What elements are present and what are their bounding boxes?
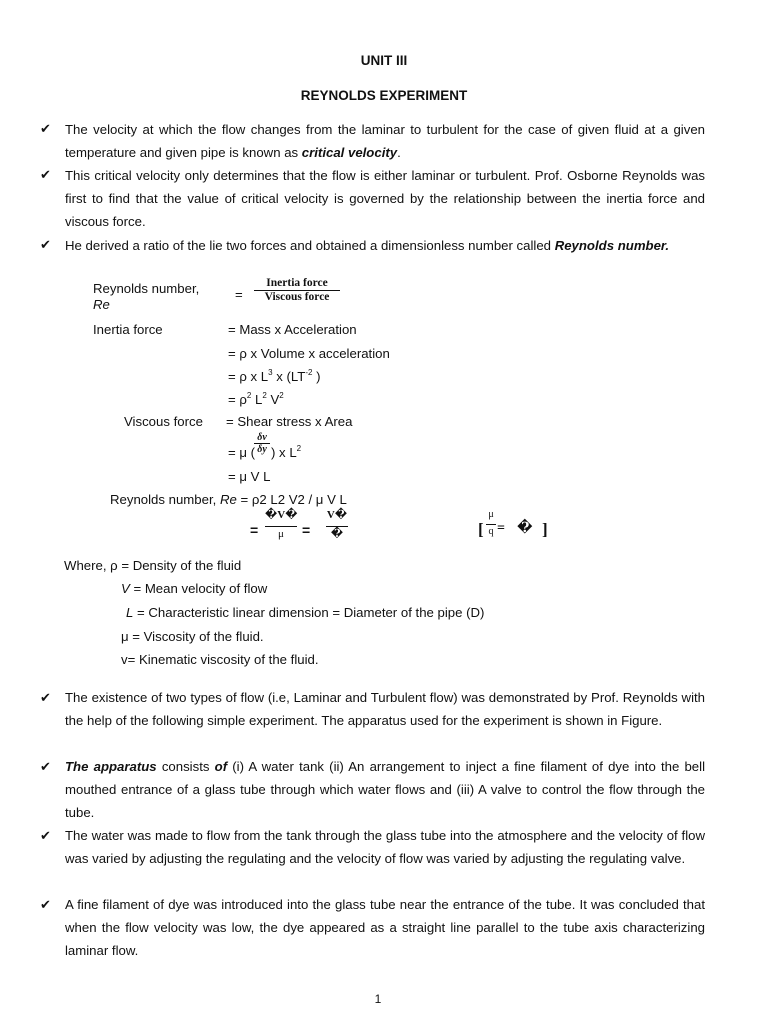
re-label: Reynolds number, xyxy=(93,281,200,296)
check-icon: ✔ xyxy=(40,237,51,252)
where-nu: v= Kinematic viscosity of the fluid. xyxy=(121,652,319,667)
viscous-step-1: = Shear stress x Area xyxy=(226,414,353,429)
where-velocity: V = Mean velocity of flow xyxy=(121,581,268,596)
check-icon: ✔ xyxy=(40,121,51,136)
bracket-fraction xyxy=(486,508,496,538)
viscous-step-2-a: = μ ( xyxy=(228,445,256,460)
bracket-value: � xyxy=(517,521,533,536)
big-fraction-1 xyxy=(265,508,297,541)
ratio-numerator: Inertia force xyxy=(266,277,328,289)
big-fraction-2-denominator: � xyxy=(326,526,348,541)
bracket-numerator: μ xyxy=(488,509,494,520)
bullet-paragraph: The water was made to flow from the tank through the glass tube into the atmosphere and the velocity of flow was varied by adjusting the regulating and the velocity of flow was varied by adjusting the regulating valve. xyxy=(65,828,705,866)
inertia-label: Inertia force xyxy=(93,322,163,337)
re-final-expression: Reynolds number, Re = ρ2 L2 V2 / μ V L xyxy=(110,492,347,507)
check-icon: ✔ xyxy=(40,167,51,182)
big-fraction-1-denominator: μ xyxy=(265,526,297,541)
page-title: REYNOLDS EXPERIMENT xyxy=(300,88,468,103)
inertia-step-4: = $\rho^2$ $L^2$ $V^2$ xyxy=(228,391,284,407)
big-equals-1: = xyxy=(250,522,259,538)
big-fraction-1-numerator: �V� xyxy=(265,509,298,521)
bracket-equals: = xyxy=(497,521,505,536)
inertia-step-3: = ρ x $L^3$ x ($LT^{-2}$ ) xyxy=(228,368,321,384)
where-mu: μ = Viscosity of the fluid. xyxy=(121,629,264,644)
equals-sign: = xyxy=(235,287,243,302)
bracket-close: ] xyxy=(542,520,548,539)
bullet-paragraph: He derived a ratio of the lie two forces and obtained a dimensionless number called Reynolds number. xyxy=(65,238,670,253)
viscous-label: Viscous force xyxy=(124,414,203,429)
big-fraction-2-numerator: V� xyxy=(326,509,348,521)
check-icon: ✔ xyxy=(40,759,51,774)
inertia-step-1: = Mass x Acceleration xyxy=(228,322,357,337)
viscous-step-3: = μ V L xyxy=(228,469,271,484)
check-icon: ✔ xyxy=(40,828,51,843)
dv-dy-fraction xyxy=(254,432,270,455)
unit-heading: UNIT III xyxy=(360,53,408,68)
ratio-denominator: Viscous force xyxy=(254,290,340,303)
bullet-paragraph: A fine filament of dye was introduced into the glass tube near the entrance of the tube. It was concluded that when the flow velocity was low, the dye appeared as a straight line parallel to the tube axis characterizing laminar flow. xyxy=(65,897,705,958)
dy-denominator: δy xyxy=(254,443,270,455)
bracket-open: [ xyxy=(478,520,484,539)
bullet-paragraph: This critical velocity only determines that the flow is either laminar or turbulent. Prof. Osborne Reynolds was first to find that the value of critical velocity is governed by the relationship between the inertia force and viscous force. xyxy=(65,168,705,229)
where-rho: Where, ρ = Density of the fluid xyxy=(64,558,242,573)
ratio-fraction xyxy=(254,277,340,303)
bullet-paragraph: The apparatus consists of (i) A water tank (ii) An arrangement to inject a fine filament of dye into the bell mouthed entrance of a glass tube through which water flows and (iii) A valve to control the flow through the tube. xyxy=(65,759,705,820)
page-number: 1 xyxy=(374,992,382,1006)
bullet-paragraph: The existence of two types of flow (i.e, Laminar and Turbulent flow) was demonstrated by Prof. Reynolds with the help of the following simple experiment. The apparatus used for the experiment is shown in Figure. xyxy=(65,690,705,728)
re-symbol: Re xyxy=(93,297,110,312)
big-fraction-2 xyxy=(326,508,348,541)
big-equals-2: = xyxy=(302,522,311,538)
inertia-step-2: = ρ x Volume x acceleration xyxy=(228,346,390,361)
bracket-denominator: q xyxy=(486,524,496,538)
bullet-paragraph: The velocity at which the flow changes from the laminar to turbulent for the case of given fluid at a given temperature and given pipe is known as critical velocity. xyxy=(65,122,705,160)
check-icon: ✔ xyxy=(40,690,51,705)
viscous-step-2-b: ) x $L^2$ xyxy=(271,444,302,460)
where-length: L = Characteristic linear dimension = Diameter of the pipe (D) xyxy=(126,605,485,620)
check-icon: ✔ xyxy=(40,897,51,912)
dv-numerator: δv xyxy=(257,432,267,443)
